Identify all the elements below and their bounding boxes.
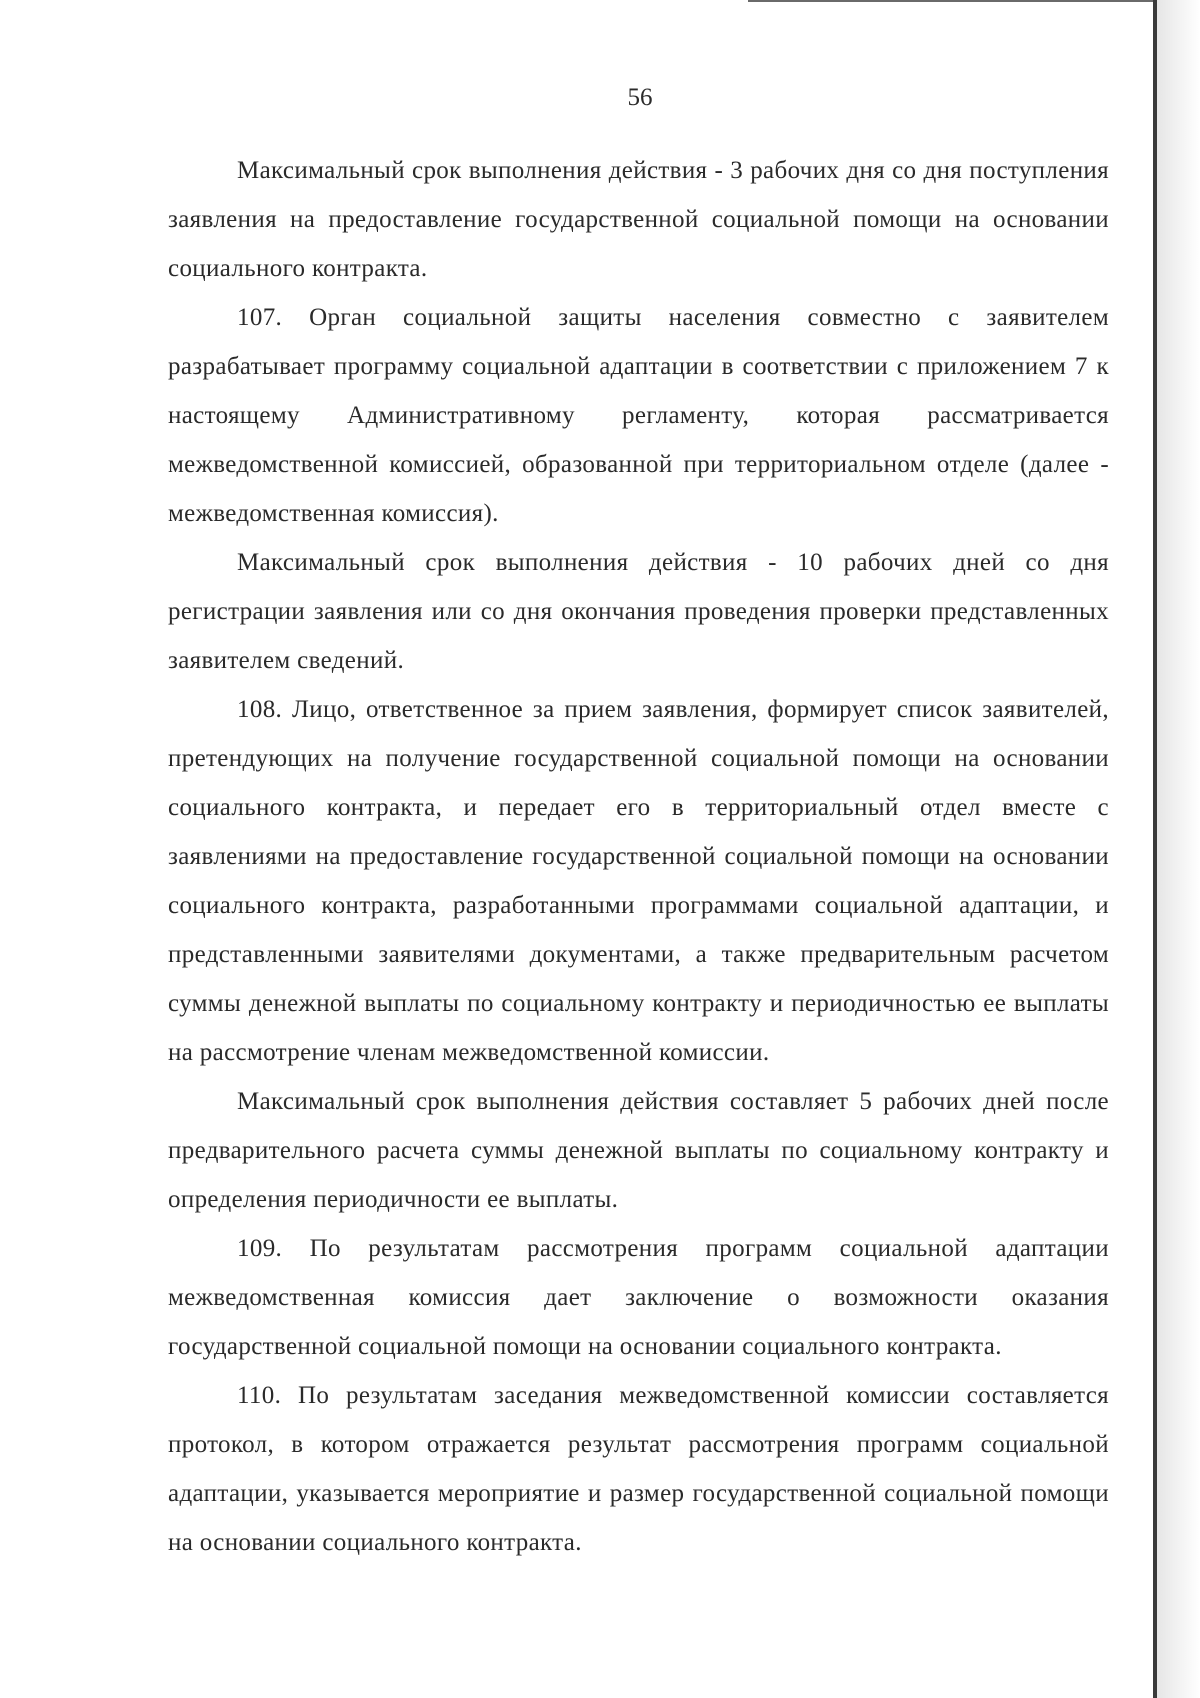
scan-edge-shadow [1157, 0, 1200, 1698]
paragraph-108: 108. Лицо, ответственное за прием заявления, формирует список заявителей, претендующих на получение государственной социальной помощи на основании социального контракта, и передает его в территориальный отдел вместе с заявлениями на предоставление государственной социальной помощи на основании социального контракта, разработанными программами социальной адаптации, и представленными заявителями документами, а также предварительным расчетом суммы денежной выплаты по социальному контракту и периодичностью ее выплаты на рассмотрение членам межведомственной комиссии. [168, 696, 1109, 1066]
paragraph-107: 107. Орган социальной защиты населения совместно с заявителем разрабатывает программу социальной адаптации в соответствии с приложением 7 к настоящему Административному регламенту, которая рассматривается межведомственной комиссией, образованной при территориальном отделе (далее - межведомственная комиссия). [168, 304, 1109, 527]
paragraph-deadline-5-days: Максимальный срок выполнения действия составляет 5 рабочих дней после предварительного расчета суммы денежной выплаты по социальному контракту и определения периодичности ее выплаты. [168, 1088, 1109, 1213]
scan-edge-top [748, 0, 1156, 2]
page-number: 56 [627, 84, 653, 111]
paragraph-deadline-10-days: Максимальный срок выполнения действия - 10 рабочих дней со дня регистрации заявления или со дня окончания проведения проверки представленных заявителем сведений. [168, 549, 1109, 674]
paragraph-109: 109. По результатам рассмотрения программ социальной адаптации межведомственная комиссия дает заключение о возможности оказания государственной социальной помощи на основании социального контракта. [168, 1235, 1109, 1360]
paragraph-110: 110. По результатам заседания межведомственной комиссии составляется протокол, в котором отражается результат рассмотрения программ социальной адаптации, указывается мероприятие и размер государственной социальной помощи на основании социального контракта. [168, 1382, 1109, 1556]
document-body [168, 146, 1109, 1567]
paragraph-deadline-3-days: Максимальный срок выполнения действия - 3 рабочих дня со дня поступления заявления на предоставление государственной социальной помощи на основании социального контракта. [168, 157, 1109, 282]
